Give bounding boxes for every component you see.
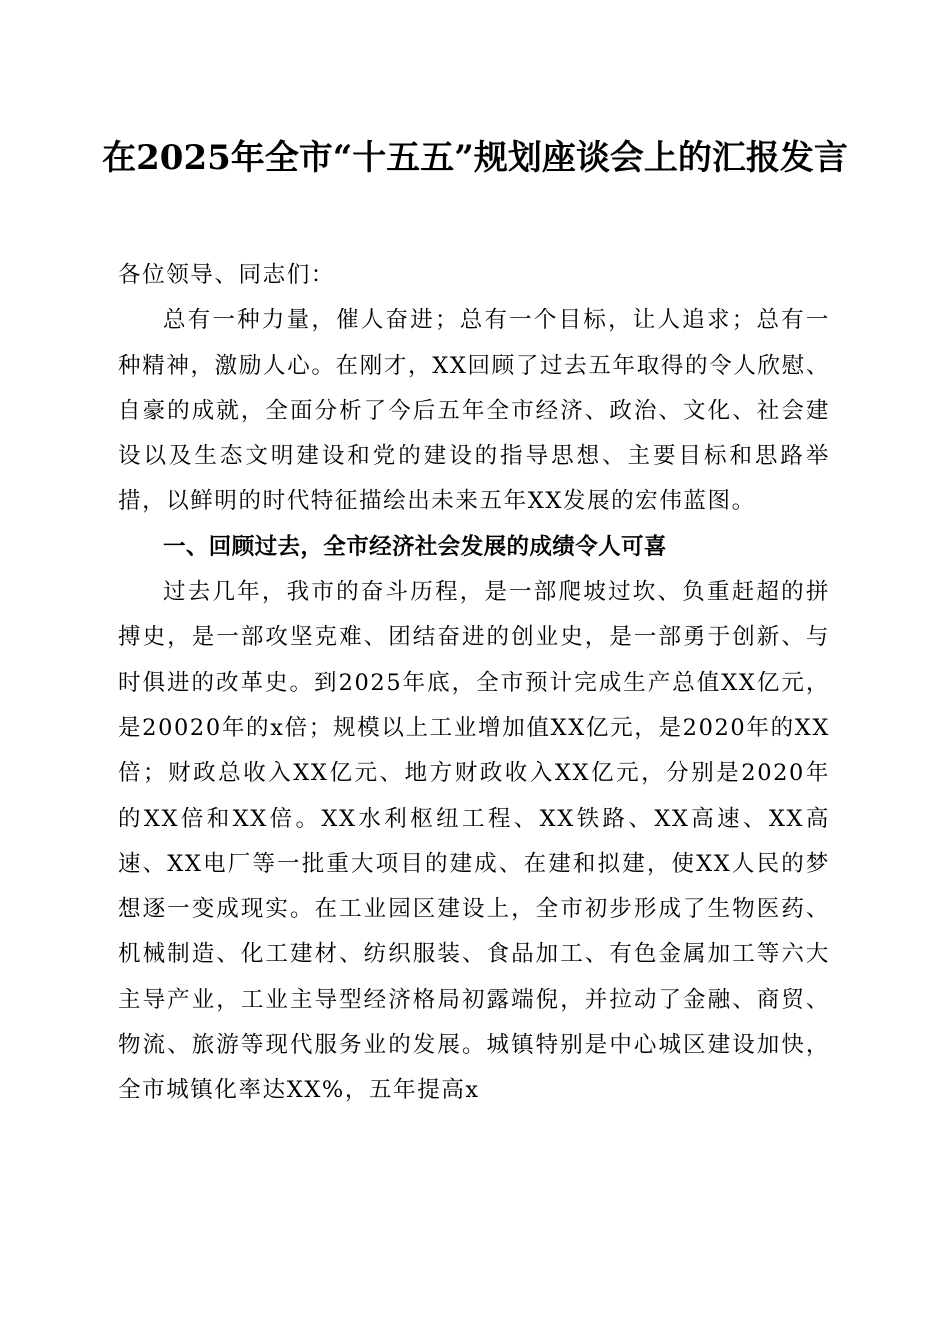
section-heading-1: 一、回顾过去，全市经济社会发展的成绩令人可喜 (163, 533, 667, 560)
document-body (118, 253, 830, 1114)
salutation: 各位领导、同志们： (118, 262, 335, 288)
document-title: 在2025年全市“十五五”规划座谈会上的汇报发言 (102, 138, 848, 178)
paragraph-review: 过去几年，我市的奋斗历程，是一部爬坡过坎、负重赶超的拼搏史，是一部攻坚克难、团结奋进的创业史，是一部勇于创新、与时俱进的改革史。到2025年底，全市预计完成生产总值XX亿元，是20020年的x倍；规模以上工业增加值XX亿元，是2020年的XX倍；财政总收入XX亿元、地方财政收入XX亿元，分别是2020年的XX倍和XX倍。XX水利枢纽工程、XX铁路、XX高速、XX高速、XX电厂等一批重大项目的建成、在建和拟建，使XX人民的梦想逐一变成现实。在工业园区建设上，全市初步形成了生物医药、机械制造、化工建材、纺织服装、食品加工、有色金属加工等六大主导产业，工业主导型经济格局初露端倪，并拉动了金融、商贸、物流、旅游等现代服务业的发展。城镇特别是中心城区建设加快，全市城镇化率达XX%，五年提高x (118, 579, 830, 1104)
paragraph-intro: 总有一种力量，催人奋进；总有一个目标，让人追求；总有一种精神，激励人心。在刚才，XX回顾了过去五年取得的令人欣慰、自豪的成就，全面分析了今后五年全市经济、政治、文化、社会建设以及生态文明建设和党的建设的指导思想、主要目标和思路举措，以鲜明的时代特征描绘出未来五年XX发展的宏伟蓝图。 (118, 307, 830, 515)
